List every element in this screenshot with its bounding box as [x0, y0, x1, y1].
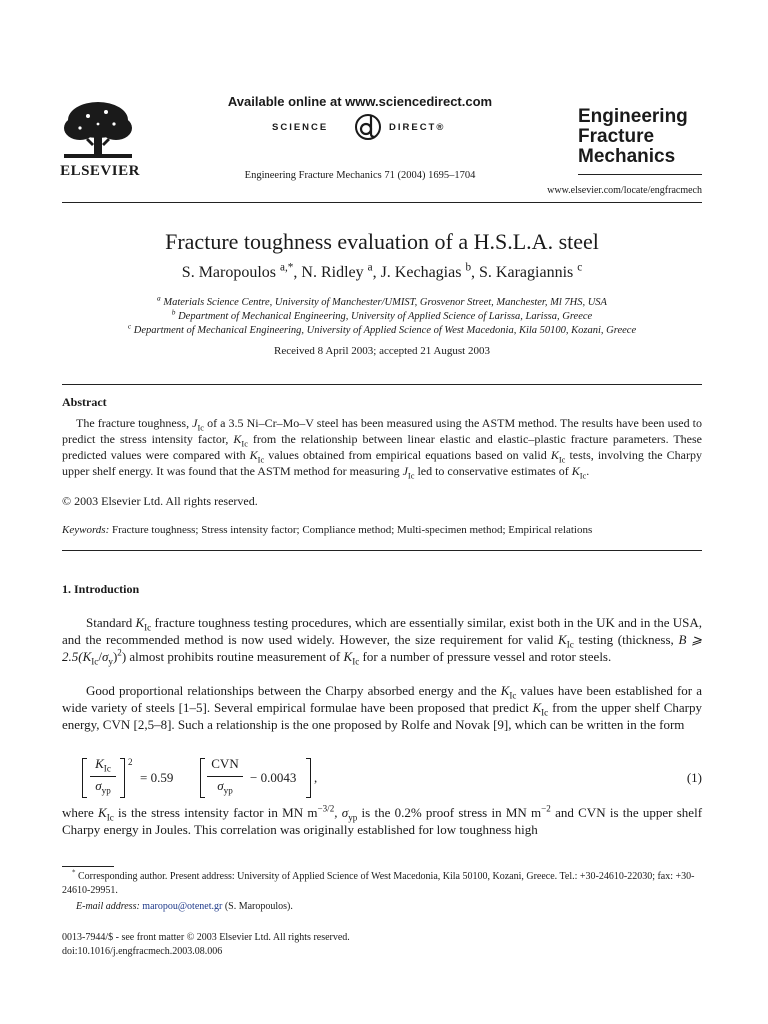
journal-title	[578, 107, 718, 167]
author-affiliation-mark: c	[577, 261, 583, 274]
abstract-text: The fracture toughness, $J_{Ic}$ of a 3.5 Ni–Cr–Mo–V steel has been measured using the ASTM method. The results have been used to predict the stress intensity factor, $K_{Ic}$ from the relationship between linear elastic and elastic–plastic fracture parameters. These predicted values were compared with $K_{Ic}$ values obtained from empirical equations based on valid $K_{Ic}$ tests, involving the Charpy upper shelf energy. It was found that the ASTM method for measuring $J_{Ic}$ led to conservative estimates of $K_{Ic}$.	[62, 416, 702, 481]
publisher-wordmark: ELSEVIER	[60, 163, 140, 179]
equation-punctuation: ,	[314, 770, 318, 785]
equation-denominator: $\sigma_{yp}$	[95, 778, 111, 796]
email-footnote	[76, 901, 293, 912]
email-label: E-mail address:	[76, 901, 140, 912]
journal-title-rule	[578, 174, 702, 175]
affiliation-mark: b	[171, 307, 176, 317]
journal-title-line: Engineering	[578, 106, 688, 127]
affiliation	[62, 307, 702, 322]
equation-bracket	[200, 758, 205, 798]
equation-numerator: CVN	[211, 756, 239, 771]
author-name[interactable]: N. Ridley	[301, 264, 364, 281]
abstract-top-divider	[62, 384, 702, 385]
article-title: Fracture toughness evaluation of a H.S.L.A. steel	[165, 229, 599, 254]
equation-1: $K_{Ic}$ $\sigma_{yp}$ 2 = 0.59 CVN $\sigma_{yp}$ − 0.0043 , (1)	[82, 756, 702, 800]
body-paragraph: Standard $K_{Ic}$ fracture toughness testing procedures, which are essentially similar, exist both in the UK and in the USA, and the recommended method is now used widely. However, the size requirement for valid $K_{Ic}$ testing (thickness, B ⩾ $2.5(K_{Ic}/\sigma_y)^2$) almost prohibits routine measurement of $K_{Ic}$ for a number of pressure vessel and rotor steels.	[62, 615, 702, 667]
section-heading: 1. Introduction	[62, 582, 140, 596]
affiliation-text: Department of Mechanical Engineering, University of Applied Science of Larissa, Larissa, Greece	[178, 311, 593, 322]
sciencedirect-d-icon	[352, 113, 384, 141]
affiliation	[62, 321, 702, 336]
footnote-mark: *	[72, 868, 76, 877]
equation-bracket	[120, 758, 125, 798]
fraction-bar	[90, 776, 116, 777]
body-paragraph: Good proportional relationships between the Charpy absorbed energy and the $K_{Ic}$ values have been established for a wide variety of steels [1–5]. Several empirical formulae have been proposed that predict $K_{Ic}$ from the upper shelf Charpy energy, CVN [2,5–8]. Such a relationship is the one proposed by Rolfe and Novak [9], which can be written in the form	[62, 683, 702, 732]
received-dates: Received 8 April 2003; accepted 21 August 2003	[274, 345, 490, 357]
journal-url[interactable]: www.elsevier.com/locate/engfracmech	[547, 185, 702, 196]
sciencedirect-logo	[272, 113, 447, 141]
affiliation-text: Materials Science Centre, University of Manchester/UMIST, Grosvenor Street, Manchester, Ml 7HS, USA	[163, 297, 607, 308]
body-paragraph: where $K_{Ic}$ is the stress intensity factor in MN $m^{-3/2}$, $\sigma_{yp}$ is the 0.2% proof stress in MN $m^{-2}$ and CVN is the upper shelf Charpy energy in Joules. This correlation was originally established for low toughness high	[62, 803, 703, 837]
affiliation	[62, 293, 702, 308]
abstract-heading: Abstract	[62, 395, 107, 409]
journal-title-line: Mechanics	[578, 146, 676, 167]
author-affiliation-mark: a,*	[280, 261, 294, 274]
author-affiliation-mark: b	[465, 261, 472, 274]
email-link[interactable]: maropou@otenet.gr	[142, 901, 223, 912]
affiliation-mark: c	[127, 321, 132, 331]
issn-line: 0013-7944/$ - see front matter © 2003 Elsevier Ltd. All rights reserved.	[62, 932, 350, 943]
equation-number: (1)	[686, 770, 702, 785]
equation-coefficient: = 0.59	[140, 770, 174, 785]
elsevier-tree-logo	[58, 98, 138, 167]
journal-citation: Engineering Fracture Mechanics 71 (2004) 1695–1704	[244, 170, 476, 181]
fraction-bar	[207, 776, 243, 777]
author-name[interactable]: S. Maropoulos	[181, 264, 277, 281]
sciencedirect-logo-left: SCIENCE	[272, 122, 329, 133]
abstract-copyright: © 2003 Elsevier Ltd. All rights reserved.	[62, 494, 258, 508]
author-name[interactable]: S. Karagiannis	[479, 264, 574, 281]
affiliation-mark: a	[157, 293, 161, 303]
equation-denominator: $\sigma_{yp}$	[217, 778, 233, 796]
availability-line[interactable]: Available online at www.sciencedirect.com	[227, 94, 493, 109]
footnote-rule	[62, 866, 114, 867]
equation-bracket	[306, 758, 311, 798]
author-name[interactable]: J. Kechagias	[380, 264, 462, 281]
keywords-label: Keywords:	[62, 524, 110, 536]
journal-title-line: Fracture	[578, 126, 655, 147]
doi-line[interactable]: doi:10.1016/j.engfracmech.2003.08.006	[62, 946, 223, 957]
equation-constant: − 0.0043	[250, 770, 297, 785]
author-affiliation-mark: a	[367, 261, 373, 274]
author-list: S. Maropoulos $^{a,*}$, N. Ridley $^a$, J. Kechagias $^b$, S. Karagiannis $^c$	[181, 261, 583, 281]
abstract-bottom-divider	[62, 550, 702, 551]
keywords	[62, 524, 702, 536]
header-divider	[62, 202, 702, 203]
keywords-list: Fracture toughness; Stress intensity factor; Compliance method; Multi-specimen method; Empirical relations	[109, 524, 593, 536]
email-owner: (S. Maropoulos).	[222, 901, 293, 912]
affiliation-text: Department of Mechanical Engineering, University of Applied Science of West Macedonia, Kila 50100, Kozani, Greece	[133, 325, 637, 336]
sciencedirect-logo-right: DIRECT®	[389, 122, 446, 133]
equation-bracket	[82, 758, 87, 798]
corresponding-author-footnote: * Corresponding author. Present address: University of Applied Science of West Macedonia, Kila 50100, Kozani, Greece. Tel.: +30-24610-22030; fax: +30-24610-29951.	[62, 868, 695, 896]
equation-numerator: $K_{Ic}$	[95, 756, 111, 774]
